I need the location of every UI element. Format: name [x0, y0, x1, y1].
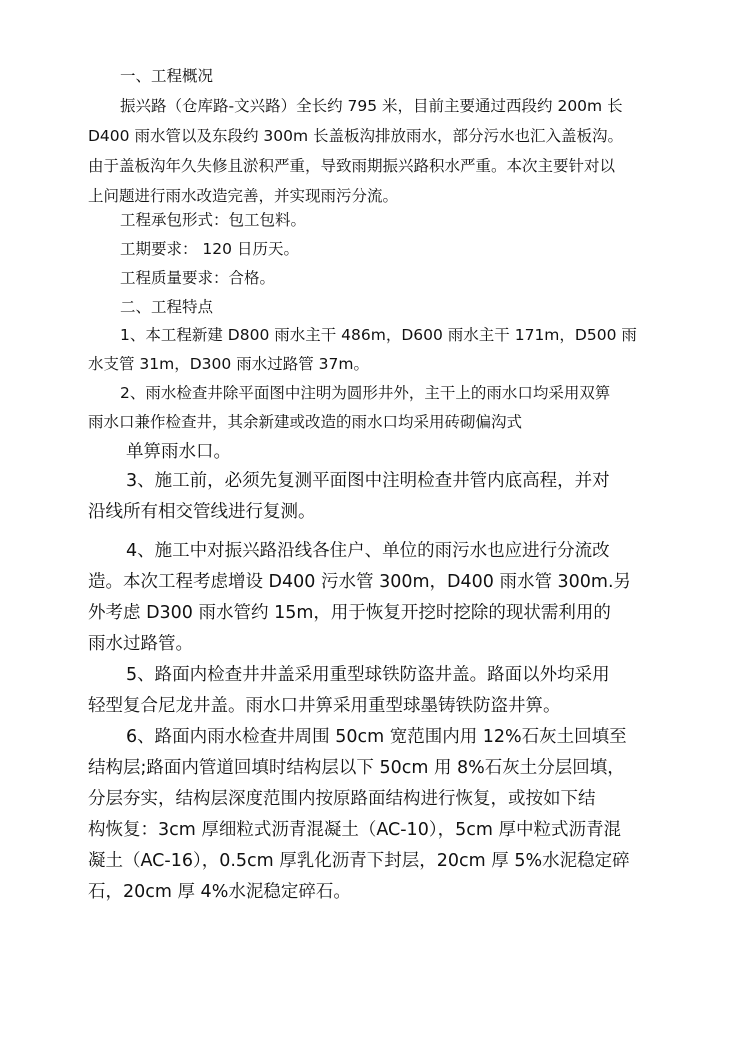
item5-line-1: 5、路面内检查井井盖采用重型球铁防盗井盖。路面以外均采用 — [126, 665, 610, 685]
contract-form-text: 工程承包形式：包工包料。 — [120, 211, 307, 229]
item1-line-2: 水支管 31m，D300 雨水过路管 37m。 — [88, 355, 369, 373]
item2-line-3: 单箅雨水口。 — [126, 442, 231, 462]
duration-text: 工期要求： 120 日历天。 — [120, 240, 299, 258]
item4-line-2: 造。本次工程考虑增设 D400 污水管 300m，D400 雨水管 300m.另 — [88, 572, 632, 592]
item6-line-6: 石，20cm 厚 4%水泥稳定碎石。 — [88, 882, 351, 902]
item6-line-3: 分层夯实，结构层深度范围内按原路面结构进行恢复，或按如下结 — [88, 789, 596, 809]
section-heading-overview: 一、工程概况 — [120, 67, 214, 85]
item6-line-5: 凝土（AC-16），0.5cm 厚乳化沥青下封层，20cm 厚 5%水泥稳定碎 — [88, 851, 630, 871]
item3-line-2: 沿线所有相交管线进行复测。 — [88, 502, 316, 522]
overview-line-4: 上问题进行雨水改造完善，并实现雨污分流。 — [88, 187, 399, 205]
overview-line-3: 由于盖板沟年久失修且淤积严重，导致雨期振兴路积水严重。本次主要针对以 — [88, 157, 616, 175]
item4-line-3: 外考虑 D300 雨水管约 15m，用于恢复开挖时挖除的现状需利用的 — [88, 603, 611, 623]
item4-line-1: 4、施工中对振兴路沿线各住户、单位的雨污水也应进行分流改 — [126, 541, 610, 561]
item2-line-1: 2、雨水检查井除平面图中注明为圆形井外，主干上的雨水口均采用双箅 — [120, 384, 611, 402]
quality-text: 工程质量要求：合格。 — [120, 269, 276, 287]
overview-line-2: D400 雨水管以及东段约 300m 长盖板沟排放雨水，部分污水也汇入盖板沟。 — [88, 127, 623, 145]
item3-line-1: 3、施工前，必须先复测平面图中注明检查井管内底高程，并对 — [126, 471, 610, 491]
item4-line-4: 雨水过路管。 — [88, 634, 193, 654]
overview-line-1: 振兴路（仓库路-文兴路）全长约 795 米，目前主要通过西段约 200m 长 — [120, 97, 623, 115]
section-heading-features: 二、工程特点 — [120, 298, 214, 316]
item1-line-1: 1、本工程新建 D800 雨水主干 486m，D600 雨水主干 171m，D500 雨 — [120, 326, 637, 344]
item6-line-4: 构恢复：3cm 厚细粒式沥青混凝土（AC-10），5cm 厚中粒式沥青混 — [88, 820, 621, 840]
item6-line-2: 结构层;路面内管道回填时结构层以下 50cm 用 8%石灰土分层回填， — [88, 758, 625, 778]
item6-line-1: 6、路面内雨水检查井周围 50cm 宽范围内用 12%石灰土回填至 — [126, 727, 627, 747]
item5-line-2: 轻型复合尼龙井盖。雨水口井箅采用重型球墨铸铁防盗井箅。 — [88, 696, 561, 716]
item2-line-2: 雨水口兼作检查井，其余新建或改造的雨水口均采用砖砌偏沟式 — [88, 413, 523, 431]
